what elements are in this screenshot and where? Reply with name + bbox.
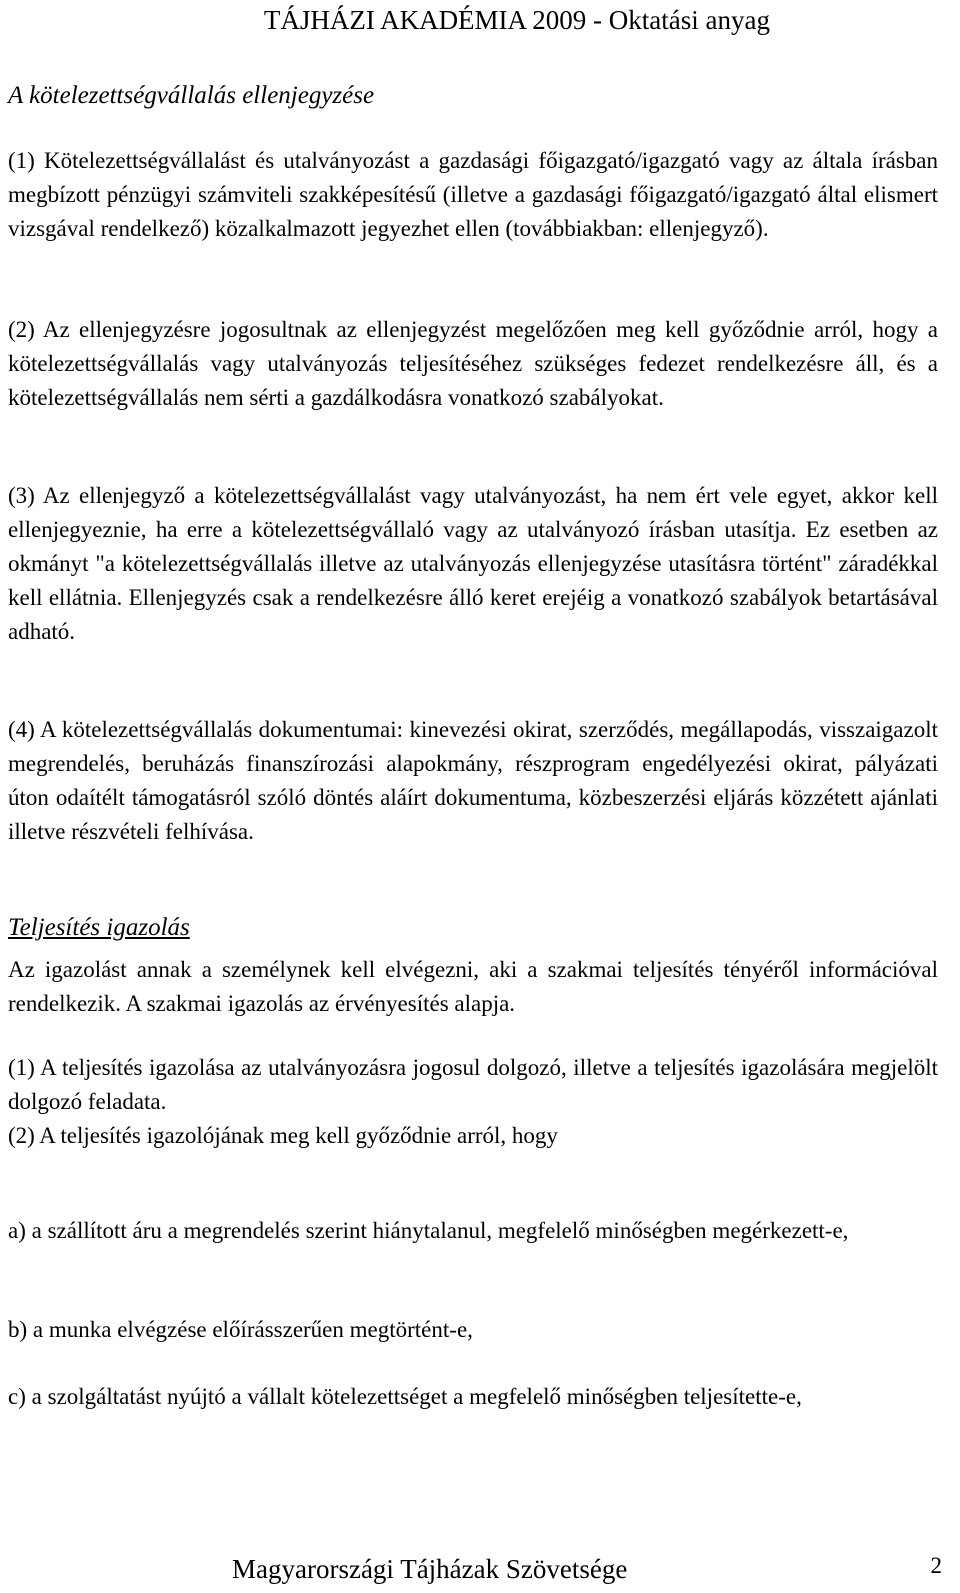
page-footer: Magyarországi Tájházak Szövetsége [232, 1554, 628, 1584]
paragraph-item-1: (1) A teljesítés igazolása az utalványozásra jogosul dolgozó, illetve a teljesítés igazolására megjelölt dolgozó feladata. [8, 1055, 938, 1114]
section-heading-ellenjegyzes: A kötelezettségvállalás ellenjegyzése [8, 82, 375, 109]
paragraph-item-2: (2) A teljesítés igazolójának meg kell győződnie arról, hogy [8, 1123, 558, 1148]
paragraph-3: (3) Az ellenjegyző a kötelezettségvállalást vagy utalványozást, ha nem ért vele egyet, akkor kell ellenjegyeznie, ha erre a kötelezettségvállaló vagy az utalványozó írásban utasítja. Ez esetben az okmányt "a kötelezettségvállalás illetve az utalványozás ellenjegyzése utasításra történt" záradékkal kell ellátnia. Ellenjegyzés csak a rendelkezésre álló keret erejéig a vonatkozó szabályok betartásával adható. [8, 483, 938, 644]
paragraph-1: (1) Kötelezettségvállalást és utalványozást a gazdasági főigazgató/igazgató vagy az általa írásban megbízott pénzügyi számviteli szakképesítésű (illetve a gazdasági főigazgató/igazgató által elismert vizsgával rendelkező) közalkalmazott jegyezhet ellen (továbbiakban: ellenjegyző). [8, 148, 938, 241]
list-item-c: c) a szolgáltatást nyújtó a vállalt kötelezettséget a megfelelő minőségben teljesítette-e, [8, 1384, 802, 1409]
section-heading-teljesites: Teljesítés igazolás [8, 914, 190, 941]
list-item-b: b) a munka elvégzése előírásszerűen megtörtént-e, [8, 1317, 473, 1342]
list-item-a: a) a szállított áru a megrendelés szerint hiánytalanul, megfelelő minőségben megérkezett-e, [8, 1218, 849, 1243]
paragraph-2: (2) Az ellenjegyzésre jogosultnak az ellenjegyzést megelőzően meg kell győződnie arról, hogy a kötelezettségvállalás vagy utalványozás teljesítéséhez szükséges fedezet rendelkezésre áll, és a kötelezettségvállalás nem sérti a gazdálkodásra vonatkozó szabályokat. [8, 317, 938, 410]
page-number: 2 [930, 1553, 942, 1578]
page-header: TÁJHÁZI AKADÉMIA 2009 - Oktatási anyag [263, 5, 770, 35]
paragraph-intro: Az igazolást annak a személynek kell elvégezni, aki a szakmai teljesítés tényéről információval rendelkezik. A szakmai igazolás az érvényesítés alapja. [8, 957, 938, 1016]
paragraph-4: (4) A kötelezettségvállalás dokumentumai: kinevezési okirat, szerződés, megállapodás, visszaigazolt megrendelés, beruházás finanszírozási alapokmány, részprogram engedélyezési okirat, pályázati úton odaítélt támogatásról szóló döntés aláírt dokumentuma, közbeszerzési eljárás közzétett ajánlati illetve részvételi felhívása. [8, 717, 938, 844]
